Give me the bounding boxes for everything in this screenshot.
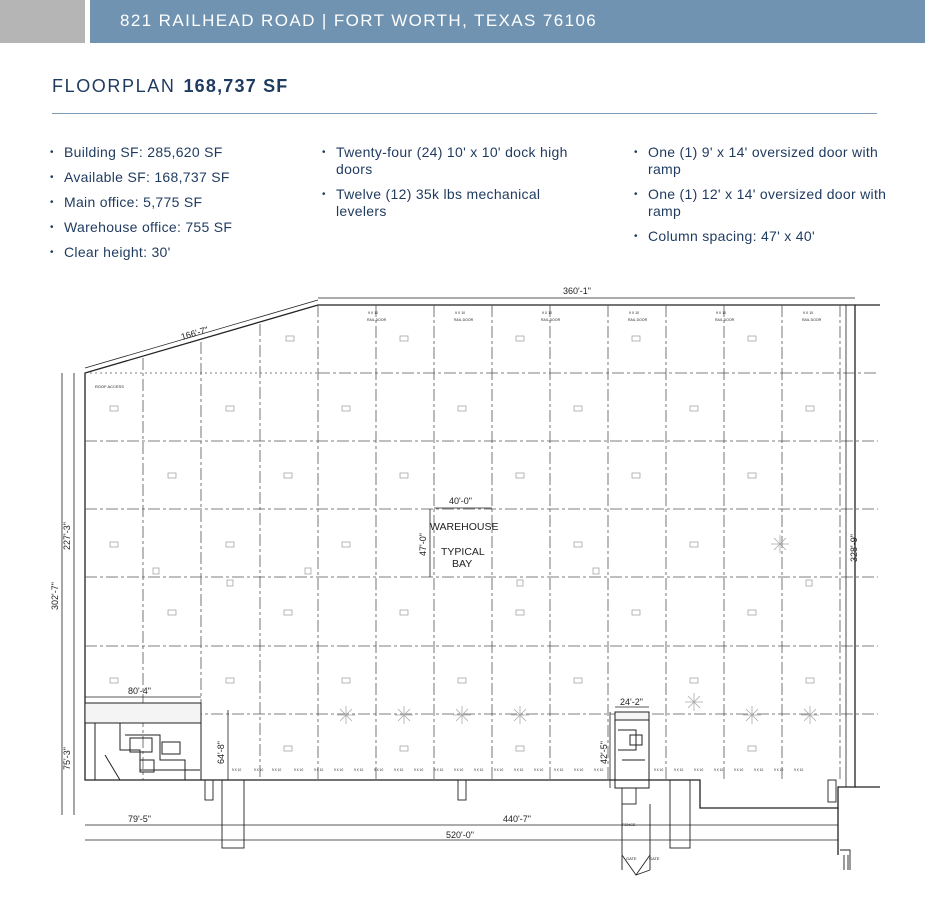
svg-text:9 X 10: 9 X 10	[629, 311, 640, 315]
svg-text:9 X 10: 9 X 10	[294, 768, 304, 772]
small-labels	[95, 384, 660, 861]
dim-right-height: 328'-9"	[849, 534, 859, 562]
svg-text:9 X 10: 9 X 10	[454, 768, 464, 772]
svg-text:9 X 10: 9 X 10	[542, 311, 553, 315]
feature-clear-height: • Clear height: 30'	[50, 244, 300, 261]
svg-text:9 X 10: 9 X 10	[434, 768, 444, 772]
dim-left-lower: 75'-3"	[62, 747, 72, 770]
svg-text:9 X 10: 9 X 10	[474, 768, 484, 772]
label-gate-2: GATE	[649, 856, 660, 861]
svg-text:9 X 10: 9 X 10	[334, 768, 344, 772]
title-label: FLOORPLAN	[52, 76, 176, 96]
svg-text:9 X 10: 9 X 10	[414, 768, 424, 772]
dim-small-office-depth: 42'-5"	[599, 741, 609, 764]
feature-levelers: • Twelve (12) 35k lbs mechanical levelers	[322, 186, 592, 220]
dim-bottom-warehouse: 440'-7"	[503, 814, 531, 824]
room-labels	[430, 521, 498, 570]
svg-text:RAIL DOOR: RAIL DOOR	[802, 318, 822, 322]
dock-ramps	[205, 780, 850, 875]
svg-text:9 X 10: 9 X 10	[554, 768, 564, 772]
page-title	[52, 76, 289, 97]
building-outline	[85, 305, 880, 855]
floorplan-drawing	[0, 280, 925, 897]
svg-text:9 X 10: 9 X 10	[803, 311, 814, 315]
dim-top-width: 360'-1"	[563, 286, 591, 296]
svg-text:9 X 10: 9 X 10	[716, 311, 727, 315]
svg-text:RAIL DOOR: RAIL DOOR	[454, 318, 474, 322]
label-warehouse: WAREHOUSE	[430, 521, 499, 533]
label-bay: BAY	[452, 558, 473, 570]
svg-text:9 X 10: 9 X 10	[714, 768, 724, 772]
dim-small-office-width: 24'-2"	[620, 697, 643, 707]
features-column-1	[50, 144, 300, 269]
svg-text:RAIL DOOR: RAIL DOOR	[628, 318, 648, 322]
svg-text:9 X 10: 9 X 10	[232, 768, 242, 772]
column-grid	[85, 305, 878, 780]
label-gate-1: GATE	[626, 856, 637, 861]
svg-text:9 X 10: 9 X 10	[272, 768, 282, 772]
svg-text:9 X 10: 9 X 10	[674, 768, 684, 772]
dim-office-depth: 64'-8"	[216, 741, 226, 764]
svg-text:9 X 10: 9 X 10	[374, 768, 384, 772]
feature-column-spacing: • Column spacing: 47' x 40'	[634, 228, 894, 245]
svg-text:9 X 10: 9 X 10	[774, 768, 784, 772]
svg-text:9 X 10: 9 X 10	[314, 768, 324, 772]
dim-bottom-office: 79'-5"	[128, 814, 151, 824]
svg-text:9 X 10: 9 X 10	[734, 768, 744, 772]
dim-left-upper: 227'-3"	[62, 522, 72, 550]
svg-text:9 X 10: 9 X 10	[394, 768, 404, 772]
feature-main-office: • Main office: 5,775 SF	[50, 194, 300, 211]
svg-text:RAIL DOOR: RAIL DOOR	[715, 318, 735, 322]
svg-text:9 X 10: 9 X 10	[574, 768, 584, 772]
rail-door-labels	[367, 311, 822, 322]
header-bar	[90, 0, 925, 43]
label-roof-access: ROOF ACCESS	[95, 384, 124, 389]
features-column-2	[322, 144, 592, 228]
svg-text:9 X 10: 9 X 10	[254, 768, 264, 772]
warehouse-office	[615, 712, 649, 788]
feature-oversized-door-1: • One (1) 9' x 14' oversized door with ramp	[634, 144, 894, 178]
features-column-3	[634, 144, 894, 253]
svg-text:9 X 10: 9 X 10	[594, 768, 604, 772]
svg-text:9 X 10: 9 X 10	[368, 311, 379, 315]
dim-left-total: 302'-7"	[50, 582, 60, 610]
dim-bay-depth: 47'-0"	[418, 533, 428, 556]
feature-oversized-door-2: • One (1) 12' x 14' oversized door with ramp	[634, 186, 894, 220]
dim-bottom-total: 520'-0"	[446, 830, 474, 840]
feature-warehouse-office: • Warehouse office: 755 SF	[50, 219, 300, 236]
svg-text:9 X 10: 9 X 10	[534, 768, 544, 772]
svg-text:9 X 10: 9 X 10	[494, 768, 504, 772]
feature-available-sf: • Available SF: 168,737 SF	[50, 169, 300, 186]
svg-text:RAIL DOOR: RAIL DOOR	[541, 318, 561, 322]
svg-text:9 X 10: 9 X 10	[455, 311, 466, 315]
dim-angled: 166'-7"	[179, 324, 210, 342]
header-gray-block	[0, 0, 85, 43]
light-fixtures	[110, 336, 814, 751]
svg-text:9 X 10: 9 X 10	[654, 768, 664, 772]
svg-text:9 X 10: 9 X 10	[794, 768, 804, 772]
dim-bay-width: 40'-0"	[449, 496, 472, 506]
feature-dock-doors: • Twenty-four (24) 10' x 10' dock high doors	[322, 144, 592, 178]
svg-text:9 X 10: 9 X 10	[514, 768, 524, 772]
svg-text:9 X 10: 9 X 10	[694, 768, 704, 772]
title-divider	[52, 113, 877, 114]
label-typical: TYPICAL	[441, 546, 485, 558]
title-area: 168,737 SF	[183, 76, 289, 96]
header-address: 821 RAILHEAD ROAD | FORT WORTH, TEXAS 76106	[120, 11, 598, 30]
feature-building-sf: • Building SF: 285,620 SF	[50, 144, 300, 161]
label-fence: FENCE	[622, 822, 636, 827]
dock-door-labels	[232, 768, 803, 772]
svg-text:9 X 10: 9 X 10	[354, 768, 364, 772]
svg-text:9 X 10: 9 X 10	[754, 768, 764, 772]
dim-office-width: 80'-4"	[128, 686, 151, 696]
asterisk-fixtures	[337, 535, 819, 724]
svg-text:RAIL DOOR: RAIL DOOR	[367, 318, 387, 322]
